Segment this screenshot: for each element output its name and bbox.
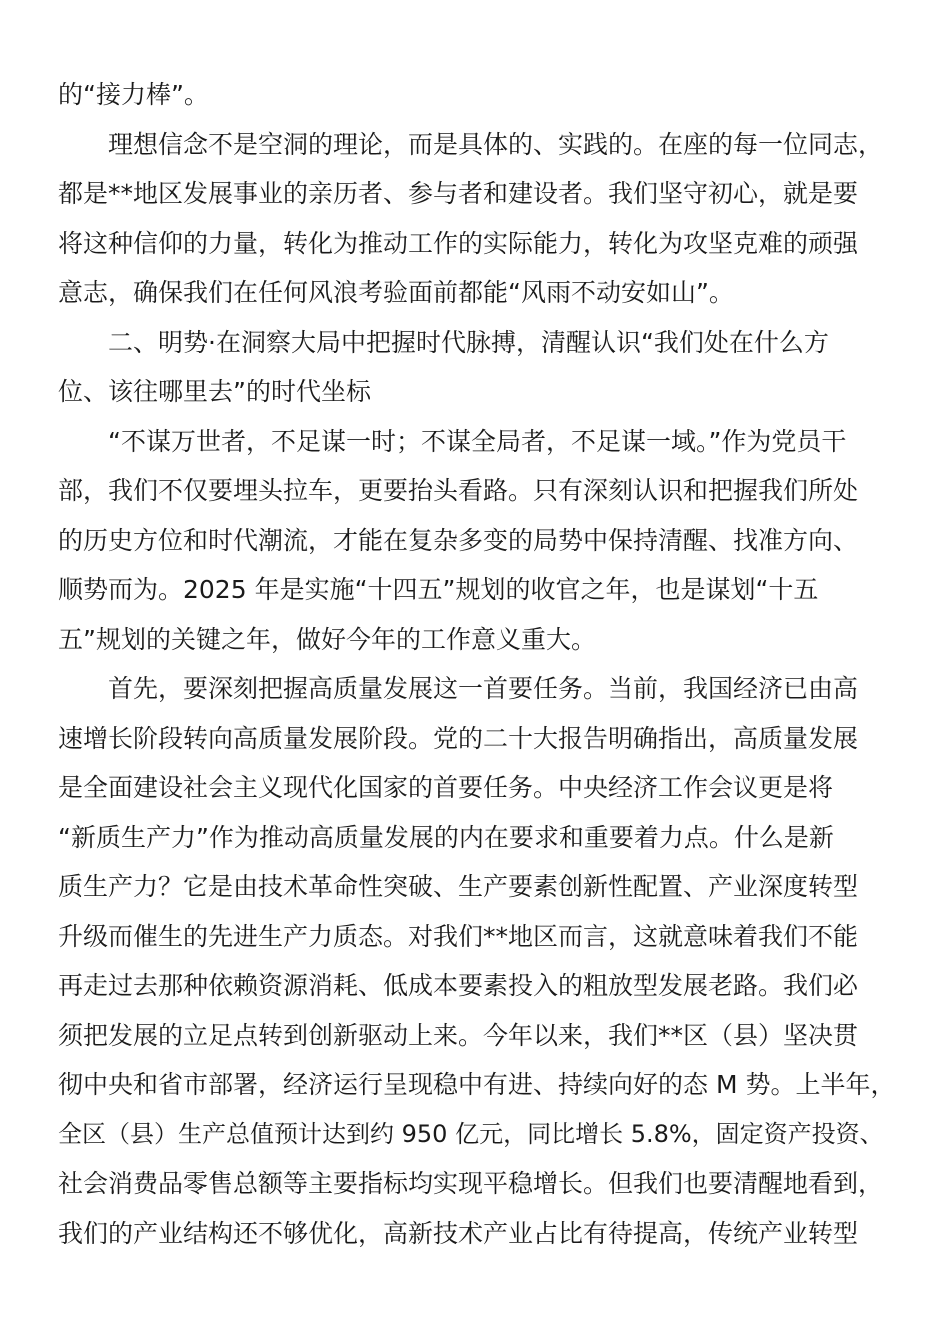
document-page [58, 70, 900, 1258]
paragraph-first-line: 首先，要深刻把握高质量发展这一首要任务。当前，我国经济已由高 [108, 674, 859, 703]
paragraph-first-line: 二、明势·在洞察大局中把握时代脉搏，清醒认识“我们处在什么方 [108, 327, 829, 357]
text-line: 部，我们不仅要埋头拉车，更要抬头看路。只有深刻认识和把握我们所处 [58, 476, 859, 505]
text-line: 五”规划的关键之年，做好今年的工作意义重大。 [58, 624, 596, 654]
text-line: 是全面建设社会主义现代化国家的首要任务。中央经济工作会议更是将 [58, 773, 834, 802]
text-line: 的历史方位和时代潮流，才能在复杂多变的局势中保持清醒、找准方向、 [58, 525, 859, 555]
text-line: 社会消费品零售总额等主要指标均实现平稳增长。但我们也要清醒地看到， [58, 1169, 884, 1198]
text-line: 全区（县）生产总值预计达到约 950 亿元，同比增长 5.8%，固定资产投资、 [58, 1119, 884, 1148]
text-line: 位、该往哪里去”的时代坐标 [58, 377, 371, 406]
text-line: 彻中央和省市部署，经济运行呈现稳中有进、持续向好的态 M 势。上半年， [58, 1070, 896, 1099]
text-line: “新质生产力”作为推动高质量发展的内在要求和重要着力点。什么是新 [58, 822, 834, 852]
text-line: 升级而催生的先进生产力质态。对我们**地区而言，这就意味着我们不能 [58, 921, 859, 951]
text-line: 须把发展的立足点转到创新驱动上来。今年以来，我们**区（县）坚决贯 [58, 1020, 859, 1050]
text-line: 都是**地区发展事业的亲历者、参与者和建设者。我们坚守初心，就是要 [58, 179, 859, 208]
paragraph-first-line: 理想信念不是空洞的理论，而是具体的、实践的。在座的每一位同志， [108, 129, 884, 159]
text-line: 速增长阶段转向高质量发展阶段。党的二十大报告明确指出，高质量发展 [58, 723, 859, 753]
paragraph-first-line: “不谋万世者，不足谋一时；不谋全局者，不足谋一域。”作为党员干 [108, 426, 847, 456]
text-line: 将这种信仰的力量，转化为推动工作的实际能力，转化为攻坚克难的顽强 [58, 228, 859, 258]
text-line: 意志，确保我们在任何风浪考验面前都能“风雨不动安如山”。 [58, 278, 734, 307]
text-line: 的“接力棒”。 [58, 80, 209, 109]
text-line: 我们的产业结构还不够优化，高新技术产业占比有待提高，传统产业转型 [58, 1218, 859, 1248]
text-line: 质生产力？它是由技术革命性突破、生产要素创新性配置、产业深度转型 [58, 872, 859, 901]
text-line: 再走过去那种依赖资源消耗、低成本要素投入的粗放型发展老路。我们必 [58, 971, 859, 1000]
text-line: 顺势而为。2025 年是实施“十四五”规划的收官之年，也是谋划“十五 [58, 575, 819, 604]
